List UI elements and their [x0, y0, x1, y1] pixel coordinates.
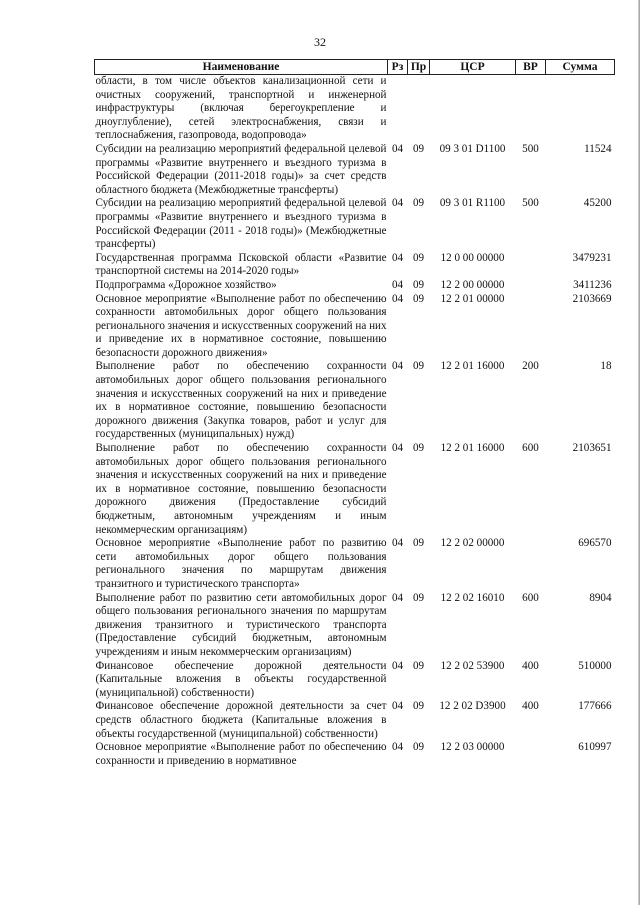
- row-pr: 09: [412, 537, 425, 550]
- row-name: Субсидии на реализацию мероприятий федеральной целевой программы «Развитие внутреннего и въездного туризма в Российской Федерации (2011 - 2018 годы)» (Межбюджетные трансферты): [95, 197, 387, 251]
- row-vr: [516, 252, 546, 279]
- row-sum: 610997: [578, 741, 612, 754]
- row-name: Основное мероприятие «Выполнение работ по развитию сети автомобильных дорог общего пользования регионального значения по маршрутам движения транзитного и туристического транспорта»: [95, 537, 387, 590]
- table-row: [95, 143, 615, 197]
- header-rz: Рз: [388, 60, 408, 75]
- row-vr: 600: [522, 591, 539, 604]
- row-pr: 09: [412, 442, 425, 455]
- header-pr: Пр: [408, 60, 430, 75]
- budget-table: [94, 59, 615, 768]
- row-name: области, в том числе объектов канализационной сети и очистных сооружений, транспортной и инженерной инфраструктуры (включая берегоукрепление и дноуглубление), сетей электроснабжения, связи и теплоснабжения, газопровода, водопровода»: [95, 75, 387, 142]
- table-body: [95, 75, 615, 769]
- row-vr: 600: [522, 442, 539, 455]
- table-row: [95, 741, 615, 768]
- row-vr: [516, 741, 546, 768]
- row-sum: [546, 75, 615, 143]
- row-pr: 09: [412, 142, 425, 155]
- row-sum: 510000: [578, 659, 612, 672]
- row-rz: 04: [391, 700, 404, 713]
- row-pr: 09: [412, 251, 425, 264]
- row-rz: 04: [391, 360, 404, 373]
- row-sum: 11524: [584, 142, 612, 155]
- row-name: Финансовое обеспечение дорожной деятельности за счет средств областного бюджета (Капитальные вложения в объекты государственной (муниципальной) собственности): [95, 700, 387, 740]
- header-csr: ЦСР: [430, 60, 516, 75]
- table-row: [95, 592, 615, 660]
- row-sum: 2103651: [572, 442, 612, 455]
- row-name: Подпрограмма «Дорожное хозяйство»: [95, 278, 277, 291]
- row-pr: 09: [412, 741, 425, 754]
- row-name: Выполнение работ по обеспечению сохранности автомобильных дорог общего пользования регионального значения и искусственных сооружений на них и приведение их в нормативное состояние, повышению безопасности дорожного движения (Предоставление субсидий бюджетным, автономным учреждениям и иным некоммерческим организациям): [95, 442, 387, 536]
- row-pr: 09: [412, 591, 425, 604]
- table-row: [95, 360, 615, 442]
- row-csr: 12 2 01 16000: [440, 442, 505, 455]
- row-vr: [516, 537, 546, 591]
- table-row: [95, 442, 615, 537]
- row-name: Выполнение работ по обеспечению сохранности автомобильных дорог общего пользования регионального значения и искусственных сооружений на них и приведение их в нормативное состояние, повышению безопасности дорожного движения (Закупка товаров, работ и услуг для государственных (муниципальных) нужд): [95, 360, 387, 441]
- row-rz: [388, 75, 408, 143]
- row-sum: 696570: [578, 537, 612, 550]
- header-name: Наименование: [95, 60, 388, 75]
- row-name: Государственная программа Псковской области «Развитие транспортной системы на 2014-2020 годы»: [95, 251, 387, 278]
- row-pr: 09: [412, 278, 425, 291]
- row-sum: 177666: [578, 700, 612, 713]
- row-pr: [408, 75, 430, 143]
- row-name: Основное мероприятие «Выполнение работ по обеспечению сохранности автомобильных дорог общего пользования регионального значения и искусственных сооружений на них и приведение их в нормативное состояние, повышению безопасности дорожного движения»: [95, 292, 387, 359]
- table-row: [95, 293, 615, 361]
- row-csr: 12 2 01 16000: [440, 360, 505, 373]
- row-name: Финансовое обеспечение дорожной деятельности (Капитальные вложения в объекты государственной (муниципальной) собственности): [95, 659, 387, 699]
- row-sum: 3479231: [572, 251, 612, 264]
- table-header-row: [95, 60, 615, 75]
- row-rz: 04: [391, 197, 404, 210]
- row-rz: 04: [391, 659, 404, 672]
- row-pr: 09: [412, 659, 425, 672]
- row-name: Выполнение работ по развитию сети автомобильных дорог общего пользования регионального значения по маршрутам движения транзитного и туристического транспорта (Предоставление субсидий бюджетным, автономным учреждениям и иным некоммерческим организациям): [95, 591, 387, 658]
- row-rz: 04: [391, 442, 404, 455]
- row-csr: 12 2 03 00000: [440, 741, 505, 754]
- row-name: Основное мероприятие «Выполнение работ по обеспечению сохранности и приведению в нормативное: [95, 741, 387, 767]
- row-rz: 04: [391, 278, 404, 291]
- table-row: [95, 700, 615, 741]
- header-vr: ВР: [516, 60, 546, 75]
- row-csr: 12 0 00 00000: [440, 251, 505, 264]
- row-rz: 04: [391, 591, 404, 604]
- table-row: [95, 197, 615, 251]
- row-csr: 09 3 01 R1100: [439, 197, 506, 210]
- row-rz: 04: [391, 251, 404, 264]
- row-pr: 09: [412, 197, 425, 210]
- row-csr: 12 2 00 00000: [440, 278, 505, 291]
- table-row: [95, 75, 615, 143]
- row-vr: 500: [522, 197, 539, 210]
- row-rz: 04: [391, 537, 404, 550]
- row-vr: 200: [522, 360, 539, 373]
- row-vr: 500: [522, 142, 539, 155]
- row-pr: 09: [412, 360, 425, 373]
- row-sum: 45200: [583, 197, 612, 210]
- row-csr: 12 2 02 D3900: [439, 700, 506, 713]
- row-csr: 12 2 02 53900: [440, 659, 505, 672]
- row-vr: 400: [522, 659, 539, 672]
- table-row: [95, 660, 615, 701]
- table-row: [95, 279, 615, 293]
- row-pr: 09: [412, 700, 425, 713]
- row-csr: 12 2 02 00000: [440, 537, 505, 550]
- row-vr: [516, 279, 546, 293]
- row-rz: 04: [391, 741, 404, 754]
- row-sum: 18: [600, 360, 612, 373]
- row-name: Субсидии на реализацию мероприятий федеральной целевой программы «Развитие внутреннего и въездного туризма в Российской Федерации (2011-2018 годы)» за счет средств областного бюджета (Межбюджетные трансферты): [95, 142, 387, 196]
- row-sum: 2103669: [572, 292, 612, 305]
- row-csr: 09 3 01 D1100: [439, 142, 506, 155]
- header-sum: Сумма: [546, 60, 615, 75]
- row-vr: [516, 75, 546, 143]
- row-sum: 8904: [589, 591, 612, 604]
- table-row: [95, 252, 615, 279]
- row-rz: 04: [391, 292, 404, 305]
- row-csr: [430, 75, 516, 143]
- row-vr: [516, 293, 546, 361]
- row-sum: 3411236: [573, 278, 612, 291]
- table-row: [95, 537, 615, 591]
- row-rz: 04: [391, 142, 404, 155]
- row-pr: 09: [412, 292, 425, 305]
- page-number: 32: [314, 35, 326, 49]
- row-csr: 12 2 01 00000: [440, 292, 505, 305]
- row-csr: 12 2 02 16010: [440, 591, 505, 604]
- row-vr: 400: [522, 700, 539, 713]
